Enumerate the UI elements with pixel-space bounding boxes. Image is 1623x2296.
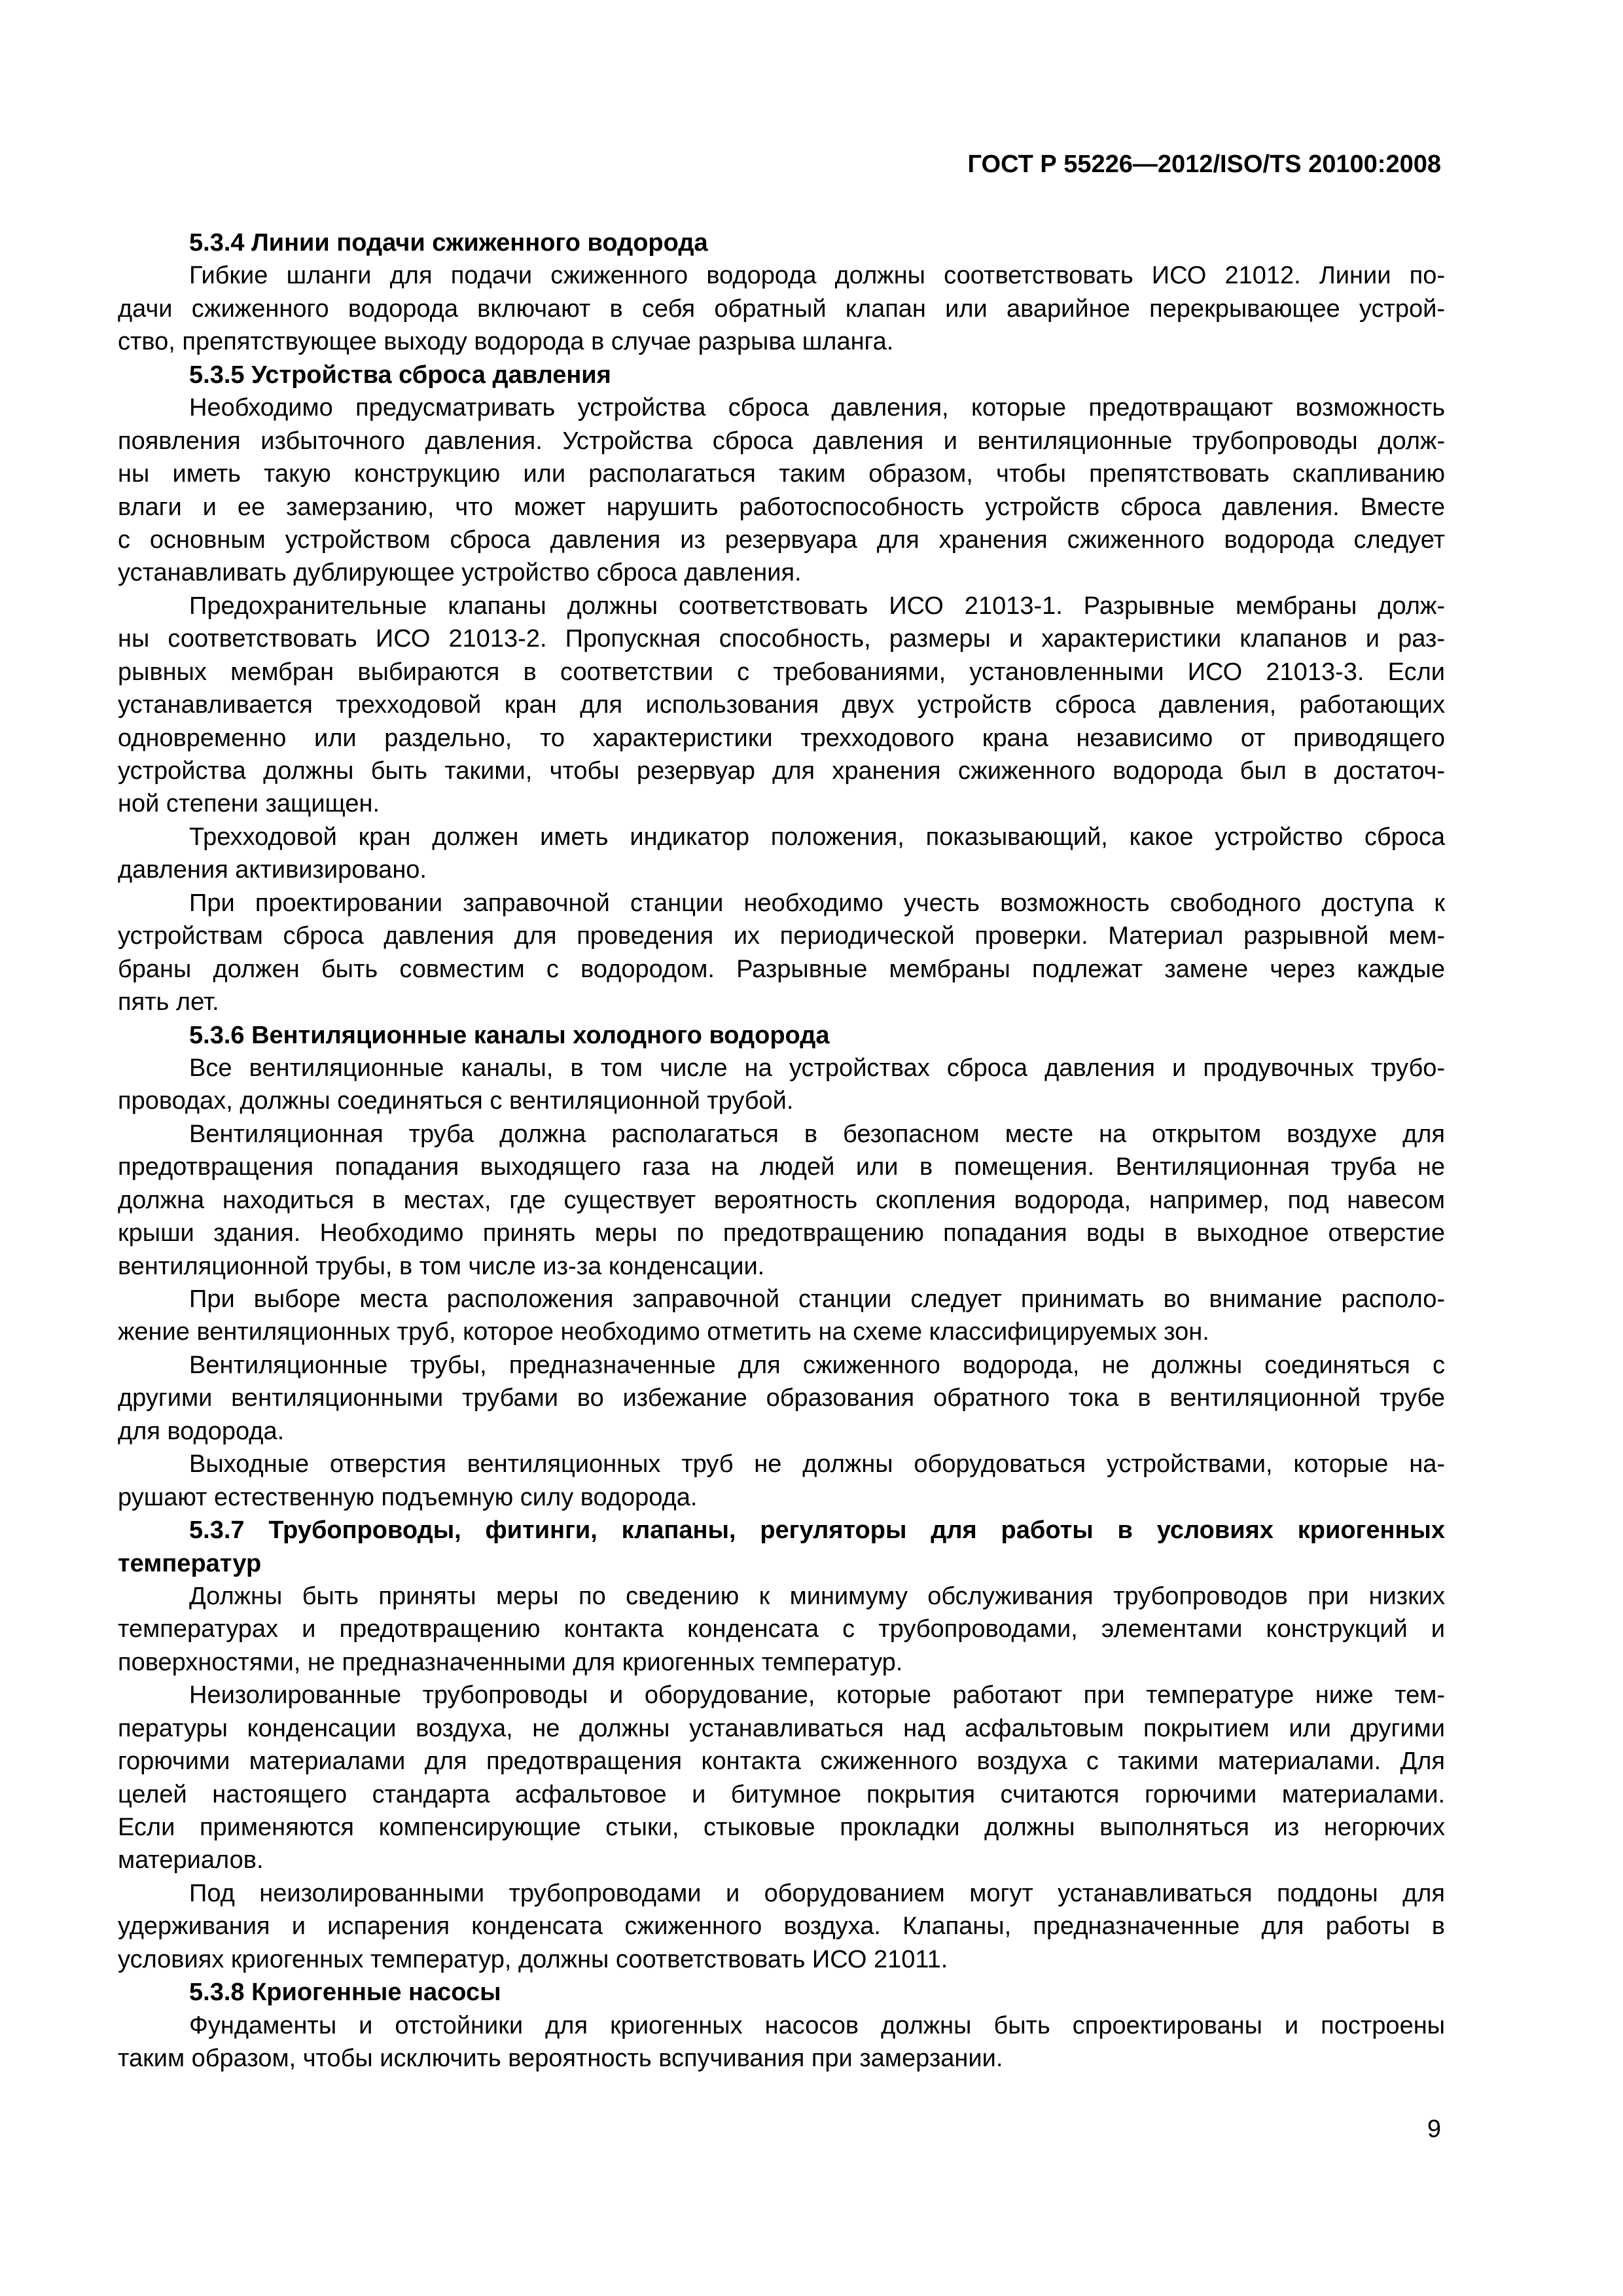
text-line: удерживания и испарения конденсата сжиженного воздуха. Клапаны, предназначенные для работы в (118, 1912, 1445, 1941)
text-line: таким образом, чтобы исключить вероятность вспучивания при замерзании. (118, 2045, 1003, 2073)
text-line: горючими материалами для предотвращения контакта сжиженного воздуха с такими материалами. Для (118, 1748, 1445, 1776)
text-line: крыши здания. Необходимо принять меры по предотвращению попадания воды в выходное отверстие (118, 1219, 1445, 1247)
text-line: Вентиляционная труба должна располагаться в безопасном месте на открытом воздухе для (189, 1120, 1445, 1148)
text-line: проводах, должны соединяться с вентиляционной трубой. (118, 1087, 794, 1115)
text-line: жение вентиляционных труб, которое необходимо отметить на схеме классифицируемых зон. (118, 1318, 1209, 1346)
text-line: другими вентиляционными трубами во избежание образования обратного тока в вентиляционной трубе (118, 1384, 1445, 1412)
text-line: ны соответствовать ИСО 21013-2. Пропускная способность, размеры и характеристики клапанов и раз- (118, 625, 1445, 653)
text-line: рушают естественную подъемную силу водорода. (118, 1483, 698, 1511)
text-line: предотвращения попадания выходящего газа на людей или в помещения. Вентиляционная труба не (118, 1153, 1445, 1181)
section-heading-line: 5.3.4 Линии подачи сжиженного водорода (189, 229, 708, 257)
text-line: Выходные отверстия вентиляционных труб не должны оборудоваться устройствами, которые на- (189, 1450, 1445, 1479)
text-line: ство, препятствующее выходу водорода в случае разрыва шланга. (118, 328, 894, 356)
text-line: Трехходовой кран должен иметь индикатор положения, показывающий, какое устройство сброса (189, 823, 1445, 851)
text-line: Если применяются компенсирующие стыки, стыковые прокладки должны выполняться из негорючих (118, 1814, 1445, 1841)
section-heading-line: температур (118, 1549, 262, 1577)
section-heading-line: 5.3.6 Вентиляционные каналы холодного водорода (189, 1021, 830, 1049)
text-line: Неизолированные трубопроводы и оборудование, которые работают при температуре ниже тем- (189, 1681, 1445, 1710)
section-heading-line: 5.3.7 Трубопроводы, фитинги, клапаны, регуляторы для работы в условиях криогенных (189, 1516, 1445, 1545)
text-line: Должны быть приняты меры по сведению к минимуму обслуживания трубопроводов при низких (189, 1582, 1445, 1610)
text-line: должна находиться в местах, где существует вероятность скопления водорода, например, под навесом (118, 1186, 1445, 1214)
text-line: Гибкие шланги для подачи сжиженного водорода должны соответствовать ИСО 21012. Линии по- (189, 262, 1445, 290)
page-number: 9 (1427, 2115, 1441, 2143)
standard-header: ГОСТ Р 55226—2012/ISO/TS 20100:2008 (967, 151, 1441, 178)
text-line: Фундаменты и отстойники для криогенных насосов должны быть спроектированы и построены (189, 2011, 1445, 2039)
section-heading-line: 5.3.8 Криогенные насосы (189, 1979, 501, 2007)
text-line: с основным устройством сброса давления из резервуара для хранения сжиженного водорода следует (118, 526, 1445, 554)
text-line: устройства должны быть такими, чтобы резервуар для хранения сжиженного водорода был в достаточ- (118, 757, 1445, 785)
text-line: ны иметь такую конструкцию или располагаться таким образом, чтобы препятствовать скапливанию (118, 460, 1445, 488)
text-line: появления избыточного давления. Устройства сброса давления и вентиляционные трубопроводы долж- (118, 427, 1445, 455)
text-line: Вентиляционные трубы, предназначенные для сжиженного водорода, не должны соединяться с (189, 1351, 1445, 1379)
text-line: устройствам сброса давления для проведения их периодической проверки. Материал разрывной мем- (118, 922, 1445, 950)
text-line: материалов. (118, 1846, 264, 1874)
text-line: целей настоящего стандарта асфальтовое и битумное покрытия считаются горючими материалами. (118, 1780, 1445, 1808)
text-line: пературы конденсации воздуха, не должны устанавливаться над асфальтовым покрытием или другими (118, 1714, 1445, 1742)
text-line: При выборе места расположения заправочной станции следует принимать во внимание располо- (189, 1285, 1445, 1313)
text-line: устанавливается трехходовой кран для использования двух устройств сброса давления, работающих (118, 691, 1445, 719)
text-line: Предохранительные клапаны должны соответствовать ИСО 21013-1. Разрывные мембраны долж- (189, 592, 1445, 620)
text-line: вентиляционной трубы, в том числе из-за конденсации. (118, 1252, 765, 1280)
text-line: для водорода. (118, 1417, 285, 1445)
body-text (118, 226, 1445, 2075)
text-line: При проектировании заправочной станции необходимо учесть возможность свободного доступа к (189, 889, 1445, 917)
text-line: давления активизировано. (118, 856, 427, 884)
text-line: пять лет. (118, 988, 219, 1016)
text-line: рывных мембран выбираются в соответствии с требованиями, установленными ИСО 21013-3. Если (118, 658, 1445, 686)
text-line: дачи сжиженного водорода включают в себя обратный клапан или аварийное перекрывающее устрой- (118, 295, 1445, 323)
text-line: влаги и ее замерзанию, что может нарушить работоспособность устройств сброса давления. Вместе (118, 493, 1445, 521)
text-line: одновременно или раздельно, то характеристики трехходового крана независимо от приводящего (118, 724, 1445, 752)
text-line: ной степени защищен. (118, 790, 380, 818)
text-line: поверхностями, не предназначенными для криогенных температур. (118, 1648, 903, 1676)
text-line: Все вентиляционные каналы, в том числе на устройствах сброса давления и продувочных трубо- (189, 1054, 1445, 1082)
text-line: браны должен быть совместим с водородом. Разрывные мембраны подлежат замене через каждые (118, 955, 1445, 983)
text-line: температурах и предотвращению контакта конденсата с трубопроводами, элементами конструкций и (118, 1615, 1445, 1643)
text-line: условиях криогенных температур, должны соответствовать ИСО 21011. (118, 1945, 948, 1973)
text-line: Под неизолированными трубопроводами и оборудованием могут устанавливаться поддоны для (189, 1879, 1445, 1907)
text-line: Необходимо предусматривать устройства сброса давления, которые предотвращают возможность (189, 394, 1445, 422)
section-heading-line: 5.3.5 Устройства сброса давления (189, 361, 611, 389)
text-line: устанавливать дублирующее устройство сброса давления. (118, 559, 802, 587)
